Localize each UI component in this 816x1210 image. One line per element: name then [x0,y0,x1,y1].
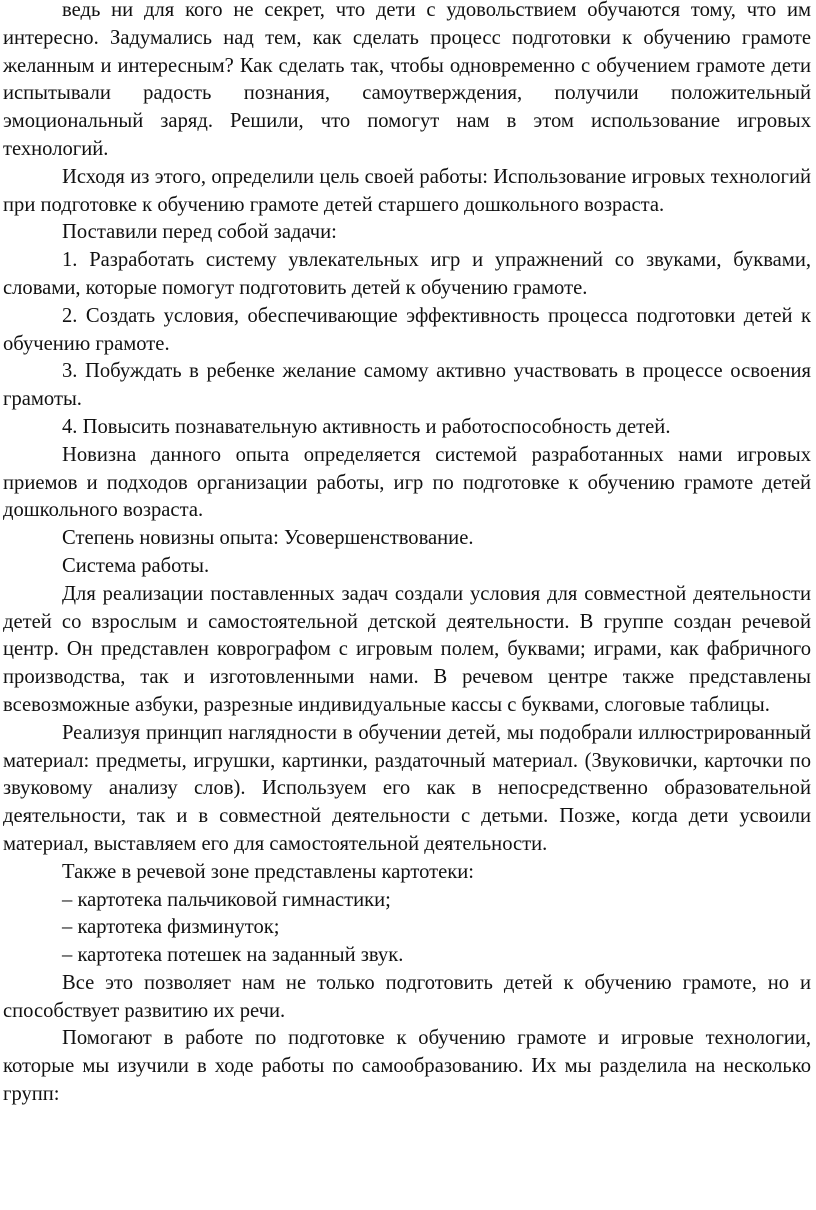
paragraph-novelty: Новизна данного опыта определяется системой разработанных нами игровых приемов и подходов организации работы, игр по подготовке к обучению грамоте детей дошкольного возраста. [3,443,811,522]
list-item-finger-gymnastics: – картотека пальчиковой гимнастики; [62,888,391,911]
paragraph-novelty-degree: Степень новизны опыта: Усовершенствование. [62,527,474,550]
paragraph-system-heading: Система работы. [62,554,210,577]
paragraph-visual-material: Реализуя принцип наглядности в обучении детей, мы подобрали иллюстрированный материал: предметы, игрушки, картинки, раздаточный материал. (Звуковички, карточки по звуковому анализу слов). Используем его как в непосредственно образовательной деятельности, так и в совместной деятельности с детьми. Позже, когда дети усвоили материал, выставляем его для самостоятельной деятельности. [3,721,811,855]
paragraph-game-technologies: Помогают в работе по подготовке к обучению грамоте и игровые технологии, которые мы изучили в ходе работы по самообразованию. Их мы разделила на несколько групп: [3,1027,811,1106]
paragraph-goal: Исходя из этого, определили цель своей работы: Использование игровых технологий при подготовке к обучению грамоте детей старшего дошкольного возраста. [3,165,811,216]
paragraph-task-3: 3. Побуждать в ребенке желание самому активно участвовать в процессе освоения грамоты. [3,360,811,411]
paragraph-task-1: 1. Разработать систему увлекательных игр и упражнений со звуками, буквами, словами, которые помогут подготовить детей к обучению грамоте. [3,249,811,299]
list-item-physical-minutes: – картотека физминуток; [62,916,280,939]
paragraph-speech-center: Для реализации поставленных задач создали условия для совместной деятельности детей со взрослым и самостоятельной детской деятельности. В группе создан речевой центр. Он представлен коврографом с игровым полем, буквами; играми, как фабричного производства, так и изготовленными нами. В речевом центре также представлены всевозможные азбуки, разрезные индивидуальные кассы с буквами, слоговые таблицы. [3,582,811,716]
paragraph-task-4: 4. Повысить познавательную активность и работоспособность детей. [62,415,671,438]
paragraph-task-2: 2. Создать условия, обеспечивающие эффективность процесса подготовки детей к обучению грамоте. [3,304,811,355]
paragraph-intro: ведь ни для кого не секрет, что дети с удовольствием обучаются тому, что им интересно. Задумались над тем, как сделать процесс подготовки к обучению грамоте желанным и интересным? Как сделать так, чтобы одновременно с обучением грамоте дети испытывали радость познания, самоутверждения, получили положительный эмоциональный заряд. Решили, что помогут нам в этом использование игровых технологий. [3,0,811,160]
paragraph-card-files-heading: Также в речевой зоне представлены картотеки: [62,860,474,883]
list-item-nursery-rhymes: – картотека потешек на заданный звук. [62,944,404,967]
paragraph-tasks-heading: Поставили перед собой задачи: [62,221,337,244]
document-page [3,0,811,1109]
paragraph-benefits: Все это позволяет нам не только подготовить детей к обучению грамоте, но и способствует развитию их речи. [3,971,811,1022]
